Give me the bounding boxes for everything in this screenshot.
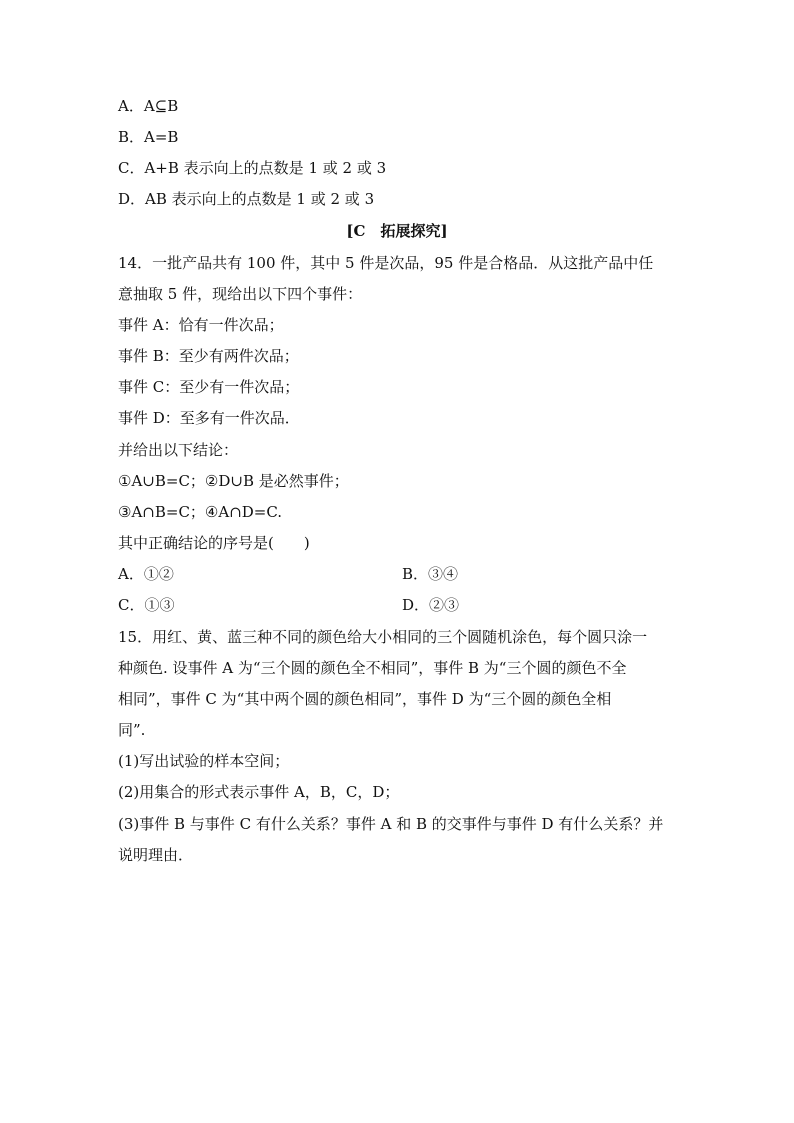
- q14-question: 其中正确结论的序号是( ): [118, 534, 310, 552]
- q13-option-a: A．A⊆B: [118, 97, 179, 115]
- q15-line4: 同”.: [118, 721, 146, 739]
- q15-part3-line2: 说明理由．: [118, 846, 194, 864]
- q14-conclusion-intro: 并给出以下结论：: [118, 441, 239, 459]
- q13-option-b: B．A=B: [118, 128, 179, 146]
- q14-option-b: B．③④: [402, 565, 459, 583]
- q14-stem-line2: 意抽取 5 件，现给出以下四个事件：: [118, 285, 363, 303]
- q15-part2: (2)用集合的形式表示事件 A，B，C，D；: [118, 783, 400, 801]
- q14-conclusion-1: ①A∪B=C；②D∪B 是必然事件；: [118, 472, 349, 490]
- q15-part3-line1: (3)事件 B 与事件 C 有什么关系？事件 A 和 B 的交事件与事件 D 有什么关系？并: [118, 815, 664, 833]
- q14-option-a: A．①②: [118, 565, 174, 583]
- q14-conclusion-2: ③A∩B=C；④A∩D=C.: [118, 503, 283, 521]
- q14-event-b: 事件 B：至少有两件次品；: [118, 347, 299, 365]
- q14-event-c: 事件 C：至少有一件次品；: [118, 378, 300, 396]
- q14-event-d: 事件 D：至多有一件次品．: [118, 409, 300, 427]
- section-title: [C 拓展探究]: [346, 222, 448, 240]
- q15-line3: 相同”，事件 C 为“其中两个圆的颜色相同”，事件 D 为“三个圆的颜色全相: [118, 690, 612, 708]
- q14-option-d: D．②③: [402, 596, 460, 614]
- q15-line2: 种颜色. 设事件 A 为“三个圆的颜色全不相同”，事件 B 为“三个圆的颜色不全: [118, 659, 627, 677]
- q15-line1: 15．用红、黄、蓝三种不同的颜色给大小相同的三个圆随机涂色，每个圆只涂一: [118, 628, 648, 646]
- q14-option-c: C．①③: [118, 596, 175, 614]
- q13-option-d: D．AB 表示向上的点数是 1 或 2 或 3: [118, 190, 375, 208]
- q13-option-c: C．A+B 表示向上的点数是 1 或 2 或 3: [118, 159, 387, 177]
- q15-part1: (1)写出试验的样本空间；: [118, 752, 290, 770]
- q14-event-a: 事件 A：恰有一件次品；: [118, 316, 284, 334]
- q14-stem-line1: 14．一批产品共有 100 件，其中 5 件是次品，95 件是合格品．从这批产品中任: [118, 254, 654, 272]
